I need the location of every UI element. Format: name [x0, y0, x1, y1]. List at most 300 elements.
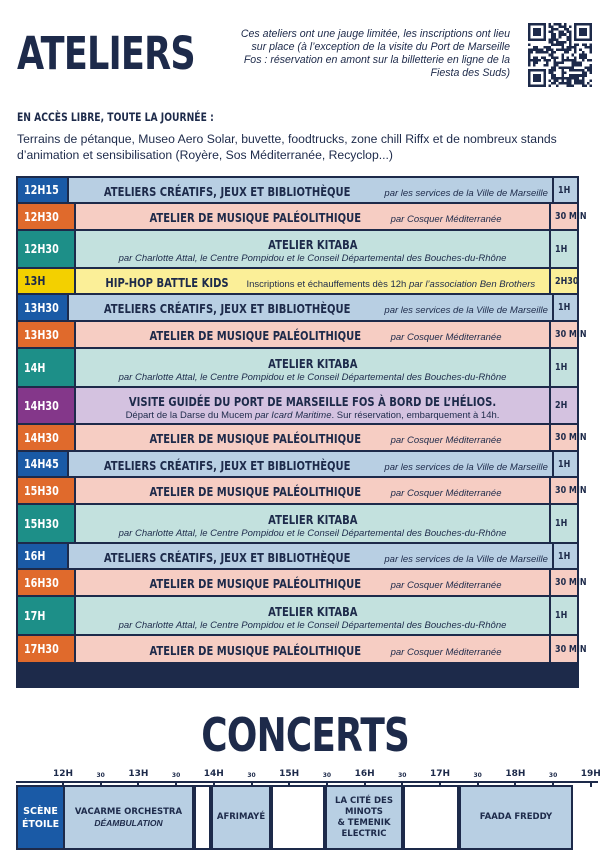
qr-module — [572, 61, 575, 64]
timeline-half-label: 30 — [171, 772, 181, 779]
time-label: 12H30 — [24, 242, 59, 256]
activity-title: ATELIERS CRÉATIFS, JEUX ET BIBLIOTHÈQUE — [104, 183, 351, 199]
concert-slot[interactable] — [325, 787, 403, 848]
activity-by: par Charlotte Attal, le Centre Pompidou et le Conseil Départemental des Bouches-du-Rhône — [118, 619, 507, 631]
activity-cell — [76, 388, 549, 423]
qr-module — [564, 51, 567, 54]
qr-module — [543, 51, 546, 54]
duration-label: 1H — [557, 458, 571, 470]
qr-module — [569, 38, 572, 41]
qr-module — [579, 64, 582, 67]
qr-module — [569, 79, 572, 82]
qr-module — [579, 61, 582, 64]
activity-by: par Icard Maritime — [254, 409, 332, 421]
activity-by: par Cosquer Méditerranée — [387, 580, 502, 591]
qr-module — [543, 64, 546, 67]
qr-module — [543, 56, 546, 59]
qr-module — [554, 38, 557, 41]
duration-label: 1H — [557, 184, 571, 196]
duration-cell — [551, 349, 577, 386]
activity-title: ATELIERS CRÉATIFS, JEUX ET BIBLIOTHÈQUE — [104, 457, 351, 473]
qr-module — [551, 31, 554, 34]
timeline-empty-slot — [194, 787, 211, 848]
qr-module — [569, 84, 572, 87]
qr-module — [587, 59, 590, 62]
activity-cell — [69, 452, 551, 476]
qr-module — [531, 59, 534, 62]
qr-module — [538, 59, 541, 62]
qr-module — [574, 74, 577, 77]
time-label: 14H45 — [24, 457, 59, 471]
qr-module — [559, 41, 562, 44]
concert-slot[interactable] — [63, 787, 194, 848]
qr-module — [564, 67, 567, 70]
ateliers-title: ATELIERS — [17, 27, 195, 80]
timeline-half-label: 30 — [398, 772, 407, 779]
qr-module — [548, 79, 551, 82]
qr-module — [554, 64, 557, 67]
activity-title: ATELIERS CRÉATIFS, JEUX ET BIBLIOTHÈQUE — [104, 549, 351, 565]
qr-module — [569, 77, 572, 80]
activity-by: par Cosquer Méditerranée — [387, 214, 502, 225]
qr-module — [554, 69, 557, 72]
duration-label: 1H — [557, 550, 571, 562]
activity-by: par Cosquer Méditerranée — [387, 435, 502, 446]
qr-module — [548, 23, 551, 26]
qr-module — [541, 51, 544, 54]
qr-module — [579, 56, 582, 59]
qr-module — [556, 77, 559, 80]
qr-module — [574, 69, 577, 72]
qr-module — [582, 51, 585, 54]
duration-label: 30 MIN — [555, 485, 587, 496]
time-label: 16H — [24, 549, 46, 563]
activity-cell — [69, 544, 551, 568]
qr-module — [536, 59, 539, 62]
qr-module — [564, 82, 567, 85]
activity-by: par les services de la Ville de Marseille — [381, 187, 548, 199]
schedule-row — [18, 349, 577, 386]
qr-module — [551, 54, 554, 57]
qr-module — [579, 49, 582, 52]
activity-title: ATELIER KITABA — [267, 355, 358, 371]
concert-act-name: AFRIMAYÉ — [216, 812, 266, 822]
time-cell — [18, 570, 74, 595]
qr-module — [528, 43, 531, 46]
timeline-half-label: 30 — [96, 772, 105, 779]
qr-module — [551, 49, 554, 52]
activity-cell — [69, 178, 551, 202]
qr-module — [538, 51, 541, 54]
duration-label: 1H — [555, 610, 568, 621]
qr-module — [569, 69, 572, 72]
time-cell — [18, 478, 74, 503]
time-cell — [18, 231, 74, 267]
qr-module — [566, 84, 569, 87]
duration-label: 1H — [555, 362, 568, 373]
qr-module — [533, 46, 536, 49]
duration-label: 30 MIN — [555, 577, 587, 588]
qr-module — [589, 67, 592, 70]
duration-cell — [554, 452, 577, 476]
time-cell — [18, 636, 74, 662]
qr-module — [548, 26, 551, 29]
qr-module — [566, 59, 569, 62]
activity-by: par les services de la Ville de Marseille — [381, 461, 548, 473]
concert-act-subtitle: DÉAMBULATION — [94, 817, 163, 828]
qr-module — [554, 61, 557, 64]
time-cell — [18, 597, 74, 634]
activity-line — [73, 455, 547, 474]
qr-module — [561, 79, 564, 82]
time-cell — [18, 178, 67, 202]
activity-by: par l’association Ben Brothers — [408, 278, 536, 290]
qr-module — [559, 49, 562, 52]
activity-by: par les services de la Ville de Marseille — [381, 305, 548, 316]
time-label: 14H — [24, 360, 46, 375]
timeline-hour-label: 15H — [279, 769, 300, 779]
activity-line — [73, 298, 547, 317]
qr-module — [589, 59, 592, 62]
qr-module — [561, 77, 564, 80]
duration-cell — [554, 544, 577, 568]
qr-module — [566, 49, 569, 52]
schedule-row — [18, 322, 587, 347]
timeline-hour-label: 12H — [52, 769, 74, 779]
qr-module — [579, 82, 582, 85]
qr-module — [574, 46, 577, 49]
qr-module — [564, 33, 567, 36]
duration-cell — [551, 204, 587, 229]
duration-cell — [551, 636, 587, 662]
activity-title: ATELIER DE MUSIQUE PALÉOLITHIQUE — [149, 210, 362, 225]
qr-module — [577, 61, 580, 64]
concert-slot[interactable] — [459, 787, 573, 848]
qr-module — [548, 84, 551, 87]
qr-module — [569, 82, 572, 85]
activity-cell — [76, 322, 549, 347]
schedule-row — [18, 178, 577, 202]
qr-module — [546, 51, 549, 54]
qr-module — [577, 77, 580, 80]
duration-label: 2H30 — [555, 275, 579, 287]
qr-module — [533, 49, 536, 52]
qr-module — [572, 46, 575, 49]
qr-module — [569, 36, 572, 39]
qr-module — [556, 84, 559, 87]
activity-cell — [76, 425, 549, 450]
concert-act-name: & TEMENIK — [337, 817, 391, 828]
stage-label — [18, 787, 63, 848]
qr-module — [536, 49, 539, 52]
qr-module — [556, 64, 559, 67]
timeline-half-label: 30 — [548, 772, 558, 779]
qr-module — [559, 36, 562, 39]
schedule-table — [16, 176, 587, 688]
qr-module — [559, 33, 562, 36]
qr-module — [561, 49, 564, 52]
time-label: 15H30 — [24, 483, 59, 498]
duration-label: 1H — [557, 302, 571, 313]
qr-module — [554, 67, 557, 70]
qr-module — [548, 31, 551, 34]
qr-module — [564, 49, 567, 52]
qr-module — [543, 46, 546, 49]
qr-module — [569, 67, 572, 70]
qr-module — [559, 82, 562, 85]
qr-module — [538, 49, 541, 52]
qr-module — [582, 43, 585, 46]
schedule-row — [18, 269, 577, 293]
time-cell — [18, 425, 74, 450]
activity-line — [90, 272, 535, 291]
qr-module — [574, 61, 577, 64]
time-label: 14H30 — [24, 430, 59, 445]
qr-module — [574, 56, 577, 59]
qr-module — [577, 69, 580, 72]
qr-module — [569, 33, 572, 36]
time-label: 13H30 — [24, 300, 59, 315]
duration-label: 2H — [555, 400, 568, 411]
time-cell — [18, 388, 74, 423]
qr-module — [574, 82, 577, 85]
qr-module — [561, 26, 564, 29]
qr-module — [569, 46, 572, 49]
qr-module — [556, 23, 559, 26]
qr-module — [589, 43, 592, 46]
qr-module — [556, 38, 559, 41]
qr-module — [584, 54, 587, 57]
qr-module — [559, 77, 562, 80]
activity-line — [123, 428, 501, 447]
activity-line — [257, 234, 369, 253]
qr-module — [543, 59, 546, 62]
qr-module — [589, 72, 592, 75]
qr-module — [566, 79, 569, 82]
stage-label-line: SCÈNE — [23, 805, 58, 817]
activity-line — [257, 353, 369, 372]
activity-title: ATELIER DE MUSIQUE PALÉOLITHIQUE — [149, 642, 362, 658]
qr-module — [572, 64, 575, 67]
activity-line — [123, 573, 501, 592]
activity-cell — [76, 269, 549, 293]
activity-title: ATELIER DE MUSIQUE PALÉOLITHIQUE — [149, 431, 362, 446]
qr-module — [561, 82, 564, 85]
qr-module — [569, 74, 572, 77]
activity-by: par Charlotte Attal, le Centre Pompidou et le Conseil Départemental des Bouches-du-Rhône — [118, 371, 507, 383]
time-label: 16H30 — [24, 575, 59, 590]
activity-cell — [76, 231, 549, 267]
qr-module — [551, 74, 554, 77]
qr-module — [564, 72, 567, 75]
qr-module — [533, 56, 536, 59]
qr-module — [554, 77, 557, 80]
qr-module — [559, 61, 562, 64]
qr-module — [561, 33, 564, 36]
activity-subtext — [126, 410, 500, 421]
qr-module — [572, 74, 575, 77]
qr-module — [564, 41, 567, 44]
qr-module — [577, 43, 580, 46]
qr-module — [551, 51, 554, 54]
qr-module — [566, 82, 569, 85]
duration-cell — [551, 597, 577, 634]
qr-module — [582, 59, 585, 62]
duration-cell — [551, 425, 587, 450]
activity-line — [83, 391, 542, 410]
duration-cell — [551, 322, 587, 347]
qr-module — [579, 79, 582, 82]
activity-line — [73, 547, 547, 566]
qr-module — [572, 69, 575, 72]
qr-module — [584, 56, 587, 59]
time-cell — [18, 322, 74, 347]
activity-cell — [76, 204, 549, 229]
duration-label: 30 MIN — [555, 329, 587, 340]
qr-module — [548, 49, 551, 52]
qr-module — [561, 67, 564, 70]
qr-module — [584, 84, 587, 87]
time-label: 13H30 — [24, 327, 59, 342]
qr-module — [551, 69, 554, 72]
activity-by: par Cosquer Méditerranée — [387, 646, 502, 658]
activity-line — [123, 207, 501, 226]
qr-module — [569, 41, 572, 44]
activity-by: par les services de la Ville de Marseille — [381, 553, 548, 565]
qr-module — [559, 31, 562, 34]
time-label: 17H — [24, 608, 46, 623]
duration-label: 30 MIN — [555, 643, 587, 655]
qr-module — [551, 41, 554, 44]
qr-module — [546, 49, 549, 52]
qr-module — [554, 51, 557, 54]
qr-module — [533, 64, 536, 67]
qr-module — [528, 51, 531, 54]
qr-module — [582, 56, 585, 59]
activity-extra: Inscriptions et échauffements dès 12h — [243, 278, 409, 290]
qr-module — [533, 59, 536, 62]
duration-label: 1H — [555, 243, 568, 255]
time-cell — [18, 452, 67, 476]
activity-line — [257, 509, 369, 528]
timeline-hour-label: 13H — [128, 769, 149, 779]
qr-module — [574, 64, 577, 67]
qr-module — [584, 72, 587, 75]
concert-act-name: FAADA FREDDY — [479, 812, 553, 822]
duration-label: 30 MIN — [555, 211, 587, 222]
qr-module — [554, 33, 557, 36]
activity-by: par Cosquer Méditerranée — [387, 332, 502, 343]
time-cell — [18, 295, 67, 320]
qr-module — [579, 54, 582, 57]
concert-act-name: MINOTS — [345, 806, 383, 817]
qr-module — [561, 74, 564, 77]
qr-module — [561, 41, 564, 44]
qr-module — [548, 72, 551, 75]
qr-module — [528, 56, 531, 59]
qr-module — [574, 79, 577, 82]
qr-module — [528, 54, 531, 57]
timeline-hour-label: 18H — [505, 769, 526, 779]
schedule-row — [18, 388, 577, 423]
qr-module — [556, 61, 559, 64]
qr-code[interactable] — [528, 23, 592, 87]
duration-cell — [551, 478, 587, 503]
qr-module — [548, 54, 551, 57]
qr-module — [584, 74, 587, 77]
qr-module — [582, 79, 585, 82]
timeline-hour-label: 19H — [580, 769, 601, 779]
qr-module — [533, 74, 541, 82]
qr-module — [536, 56, 539, 59]
qr-module — [541, 49, 544, 52]
activity-title: ATELIER DE MUSIQUE PALÉOLITHIQUE — [149, 484, 362, 499]
qr-module — [546, 61, 549, 64]
qr-module — [572, 59, 575, 62]
qr-module — [546, 64, 549, 67]
qr-module — [574, 59, 577, 62]
qr-module — [564, 26, 567, 29]
qr-module — [582, 54, 585, 57]
timeline-hour-label: 14H — [203, 769, 224, 779]
duration-cell — [551, 570, 587, 595]
qr-module — [551, 77, 554, 80]
schedule-row — [18, 636, 587, 662]
qr-module — [531, 49, 534, 52]
concert-act-name: LA CITÉ DES — [335, 795, 393, 806]
qr-module — [528, 61, 531, 64]
activity-line — [123, 640, 501, 659]
time-label: 12H30 — [24, 209, 59, 224]
qr-module — [528, 49, 531, 52]
qr-module — [569, 59, 572, 62]
qr-module — [566, 36, 569, 39]
qr-module — [584, 43, 587, 46]
qr-module — [536, 51, 539, 54]
qr-module — [574, 51, 577, 54]
qr-module — [561, 54, 564, 57]
schedule-row — [18, 204, 587, 229]
qr-module — [564, 23, 567, 26]
qr-module — [556, 79, 559, 82]
qr-module — [551, 28, 554, 31]
activity-cell — [69, 295, 551, 320]
qr-module — [577, 64, 580, 67]
qr-module — [589, 84, 592, 87]
qr-module — [569, 49, 572, 52]
time-label: 13H — [24, 274, 46, 288]
qr-module — [566, 46, 569, 49]
ateliers-intro-note: Ces ateliers ont une jauge limitée, les inscriptions ont lieu sur place (à l’exception de la visite du Port de Marseille Fos : réservation en amont sur la billetterie en ligne de la Fiesta des Suds) — [240, 28, 510, 79]
qr-module — [569, 31, 572, 34]
qr-module — [582, 77, 585, 80]
qr-module — [572, 84, 575, 87]
qr-module — [548, 41, 551, 44]
qr-module — [536, 61, 539, 64]
stage-label-line: ÉTOILE — [21, 818, 60, 830]
qr-module — [587, 82, 590, 85]
qr-module — [548, 46, 551, 49]
qr-module — [559, 67, 562, 70]
duration-label: 1H — [555, 518, 568, 529]
qr-module — [551, 67, 554, 70]
qr-module — [554, 79, 557, 82]
concert-slot[interactable] — [211, 787, 271, 848]
qr-module — [554, 56, 557, 59]
qr-module — [577, 74, 580, 77]
qr-module — [561, 72, 564, 75]
qr-module — [589, 49, 592, 52]
